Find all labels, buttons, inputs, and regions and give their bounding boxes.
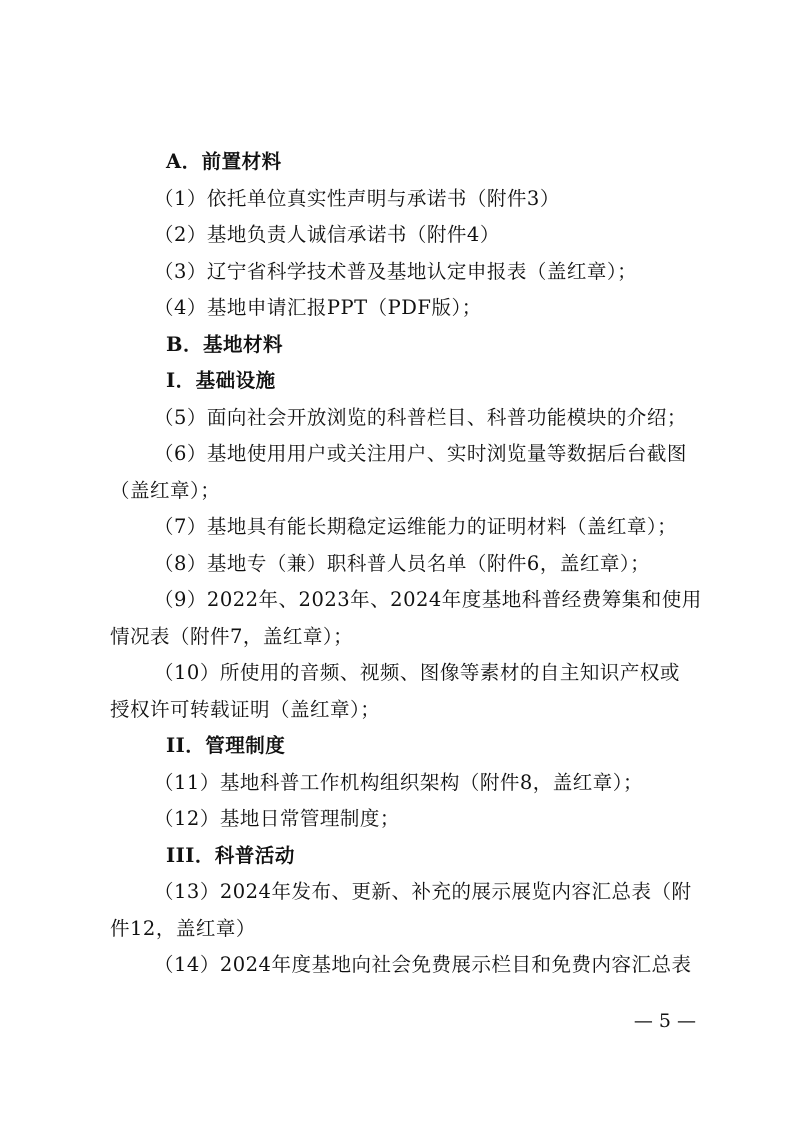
list-item-6-continued: （盖红章）； xyxy=(110,478,221,502)
list-item-3: （3）辽宁省科学技术普及基地认定申报表（盖红章）； xyxy=(154,259,638,283)
list-item-11: （11）基地科普工作机构组织架构（附件8，盖红章）； xyxy=(154,770,643,794)
list-item-10-continued: 授权许可转载证明（盖红章）； xyxy=(110,697,381,721)
list-item-9: （9）2022年、2023年、2024年度基地科普经费筹集和使用 xyxy=(154,588,702,611)
list-item-2: （2）基地负责人诚信承诺书（附件4） xyxy=(154,223,500,246)
list-item-5: （5）面向社会开放浏览的科普栏目、科普功能模块的介绍； xyxy=(154,405,687,429)
list-item-10: （10）所使用的音频、视频、图像等素材的自主知识产权或 xyxy=(154,661,680,684)
list-item-4: （4）基地申请汇报PPT（PDF版）； xyxy=(154,296,482,319)
list-item-14: （14）2024年度基地向社会免费展示栏目和免费内容汇总表 xyxy=(154,953,692,976)
list-item-12: （12）基地日常管理制度； xyxy=(154,807,400,830)
page-number: — 5 — xyxy=(633,1010,696,1032)
list-item-8: （8）基地专（兼）职科普人员名单（附件6，盖红章）； xyxy=(154,551,651,575)
subsection-heading-ii: II．管理制度 xyxy=(166,734,286,757)
subsection-heading-iii: III．科普活动 xyxy=(166,843,295,867)
section-heading-a: A．前置材料 xyxy=(166,150,282,173)
section-heading-b: B．基地材料 xyxy=(166,332,283,356)
list-item-7: （7）基地具有能长期稳定运维能力的证明材料（盖红章）； xyxy=(154,515,678,538)
list-item-9-continued: 情况表（附件7，盖红章）； xyxy=(110,624,354,648)
list-item-13-continued: 件12，盖红章） xyxy=(110,916,256,940)
list-item-1: （1）依托单位真实性声明与承诺书（附件3） xyxy=(154,186,560,210)
list-item-6: （6）基地使用用户或关注用户、实时浏览量等数据后台截图 xyxy=(154,442,687,465)
subsection-heading-i: I．基础设施 xyxy=(166,369,276,392)
list-item-13: （13）2024年发布、更新、补充的展示展览内容汇总表（附 xyxy=(154,880,692,903)
document-body xyxy=(110,144,702,984)
